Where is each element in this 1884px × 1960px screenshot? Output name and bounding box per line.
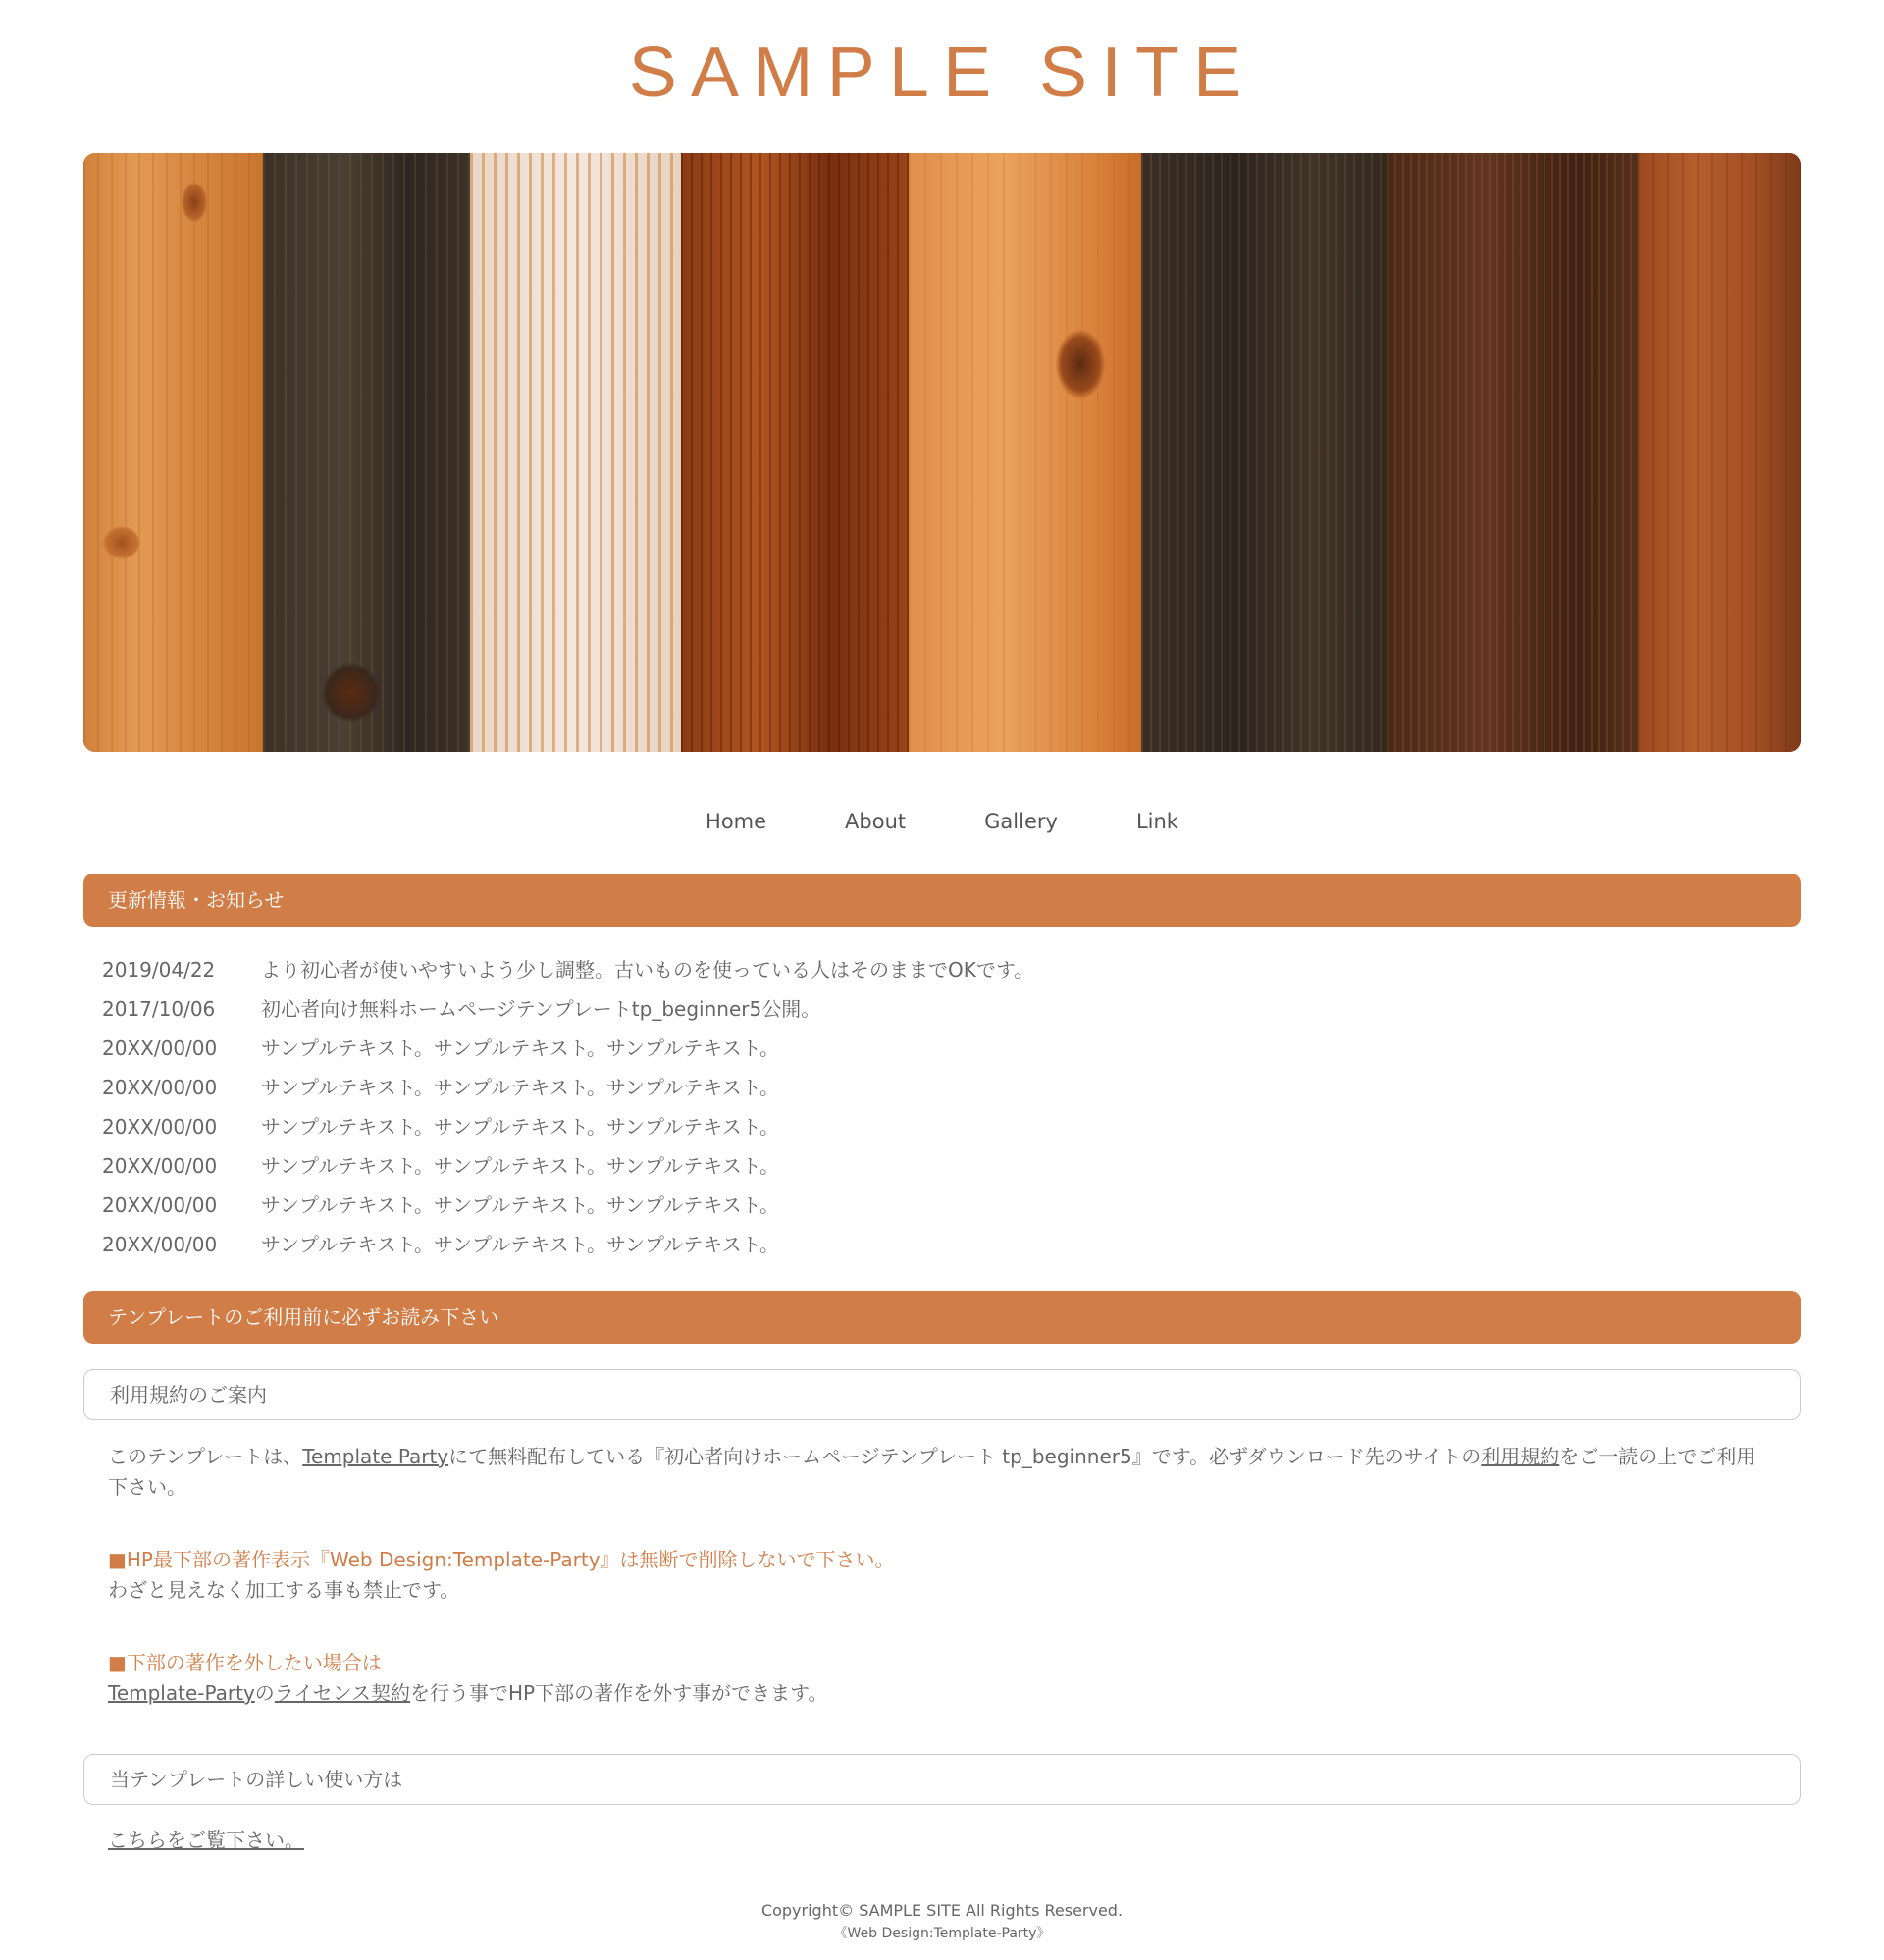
news-date: 20XX/00/00 xyxy=(102,1076,218,1099)
news-item xyxy=(102,952,1770,991)
news-date: 20XX/00/00 xyxy=(102,1233,218,1256)
news-item xyxy=(102,1148,1770,1188)
howto-paragraph xyxy=(108,1826,1776,1856)
news-date: 2017/10/06 xyxy=(102,997,216,1021)
license-text: を行う事でHP下部の著作を外す事ができます。 xyxy=(410,1681,828,1705)
news-date: 20XX/00/00 xyxy=(102,1115,218,1139)
license-text: の xyxy=(254,1681,275,1705)
copyright-text: Copyright© SAMPLE SITE All Rights Reserved. xyxy=(760,1901,1124,1920)
howto-link[interactable]: こちらをご覧下さい。 xyxy=(108,1828,304,1852)
nav-item-home[interactable]: Home xyxy=(706,810,767,833)
news-item xyxy=(102,1227,1770,1266)
nav-item-about[interactable]: About xyxy=(845,810,907,833)
wood-plank xyxy=(681,153,909,752)
news-item xyxy=(102,1031,1770,1070)
template-party-link[interactable]: Template Party xyxy=(302,1445,449,1468)
news-text: サンプルテキスト。サンプルテキスト。サンプルテキスト。 xyxy=(261,1076,779,1099)
news-date: 20XX/00/00 xyxy=(102,1154,218,1178)
credit-title: ■HP最下部の著作表示『Web Design:Template-Party』は無断で削除しないで下さい。 xyxy=(108,1548,895,1571)
wood-plank xyxy=(1387,153,1638,752)
howto-heading: 当テンプレートの詳しい使い方は xyxy=(83,1754,1801,1805)
intro-text: にて無料配布している『初心者向けホームページテンプレート tp_beginner5』です。必ずダウンロード先のサイトの xyxy=(448,1445,1482,1468)
news-text: サンプルテキスト。サンプルテキスト。サンプルテキスト。 xyxy=(261,1036,779,1060)
news-item xyxy=(102,1188,1770,1227)
terms-link[interactable]: 利用規約 xyxy=(1481,1445,1560,1468)
main-nav xyxy=(0,797,1884,846)
template-credit-link[interactable]: 《Web Design:Template-Party》 xyxy=(833,1926,1051,1941)
site-header xyxy=(0,0,1884,147)
nav-item-gallery[interactable]: Gallery xyxy=(984,810,1058,833)
news-date: 2019/04/22 xyxy=(102,958,216,981)
intro-text: をご一読の上でご利用下さい。 xyxy=(108,1445,1756,1499)
intro-text: このテンプレートは、 xyxy=(108,1445,303,1468)
site-logo[interactable] xyxy=(0,33,1884,112)
news-text: サンプルテキスト。サンプルテキスト。サンプルテキスト。 xyxy=(261,1193,779,1217)
news-text: より初心者が使いやすいよう少し調整。古いものを使っている人はそのままでOKです。 xyxy=(261,958,1034,981)
read-first-heading: テンプレートのご利用前に必ずお読み下さい xyxy=(83,1291,1801,1344)
footer xyxy=(0,1899,1884,1944)
credit-paragraph xyxy=(108,1545,1776,1606)
terms-heading: 利用規約のご案内 xyxy=(83,1369,1801,1420)
license-title: ■下部の著作を外したい場合は xyxy=(108,1651,382,1674)
site-logo-text[interactable]: SAMPLE SITE xyxy=(628,33,1256,112)
main-image xyxy=(83,153,1801,752)
news-text: サンプルテキスト。サンプルテキスト。サンプルテキスト。 xyxy=(261,1233,779,1256)
template-party-link[interactable]: Template-Party xyxy=(108,1681,255,1705)
news-item xyxy=(102,1109,1770,1148)
template-credit xyxy=(0,1923,1884,1944)
wood-plank xyxy=(909,153,1141,752)
news-date: 20XX/00/00 xyxy=(102,1036,218,1060)
news-heading: 更新情報・お知らせ xyxy=(83,874,1801,927)
news-text: サンプルテキスト。サンプルテキスト。サンプルテキスト。 xyxy=(261,1154,779,1178)
license-contract-link[interactable]: ライセンス契約 xyxy=(274,1681,410,1705)
news-list xyxy=(102,952,1770,1266)
news-text: サンプルテキスト。サンプルテキスト。サンプルテキスト。 xyxy=(261,1115,779,1139)
wood-plank xyxy=(1141,153,1387,752)
news-item xyxy=(102,1070,1770,1109)
news-text: 初心者向け無料ホームページテンプレートtp_beginner5公開。 xyxy=(261,997,821,1021)
news-item xyxy=(102,991,1770,1031)
credit-body: わざと見えなく加工する事も禁止です。 xyxy=(108,1578,460,1602)
copyright xyxy=(0,1899,1884,1923)
wood-plank xyxy=(263,153,470,752)
intro-paragraph xyxy=(108,1442,1766,1503)
wood-plank xyxy=(470,153,681,752)
wood-plank xyxy=(1638,153,1801,752)
license-paragraph xyxy=(108,1648,1776,1709)
news-date: 20XX/00/00 xyxy=(102,1193,218,1217)
nav-item-link[interactable]: Link xyxy=(1135,810,1178,833)
wood-plank xyxy=(83,153,263,752)
